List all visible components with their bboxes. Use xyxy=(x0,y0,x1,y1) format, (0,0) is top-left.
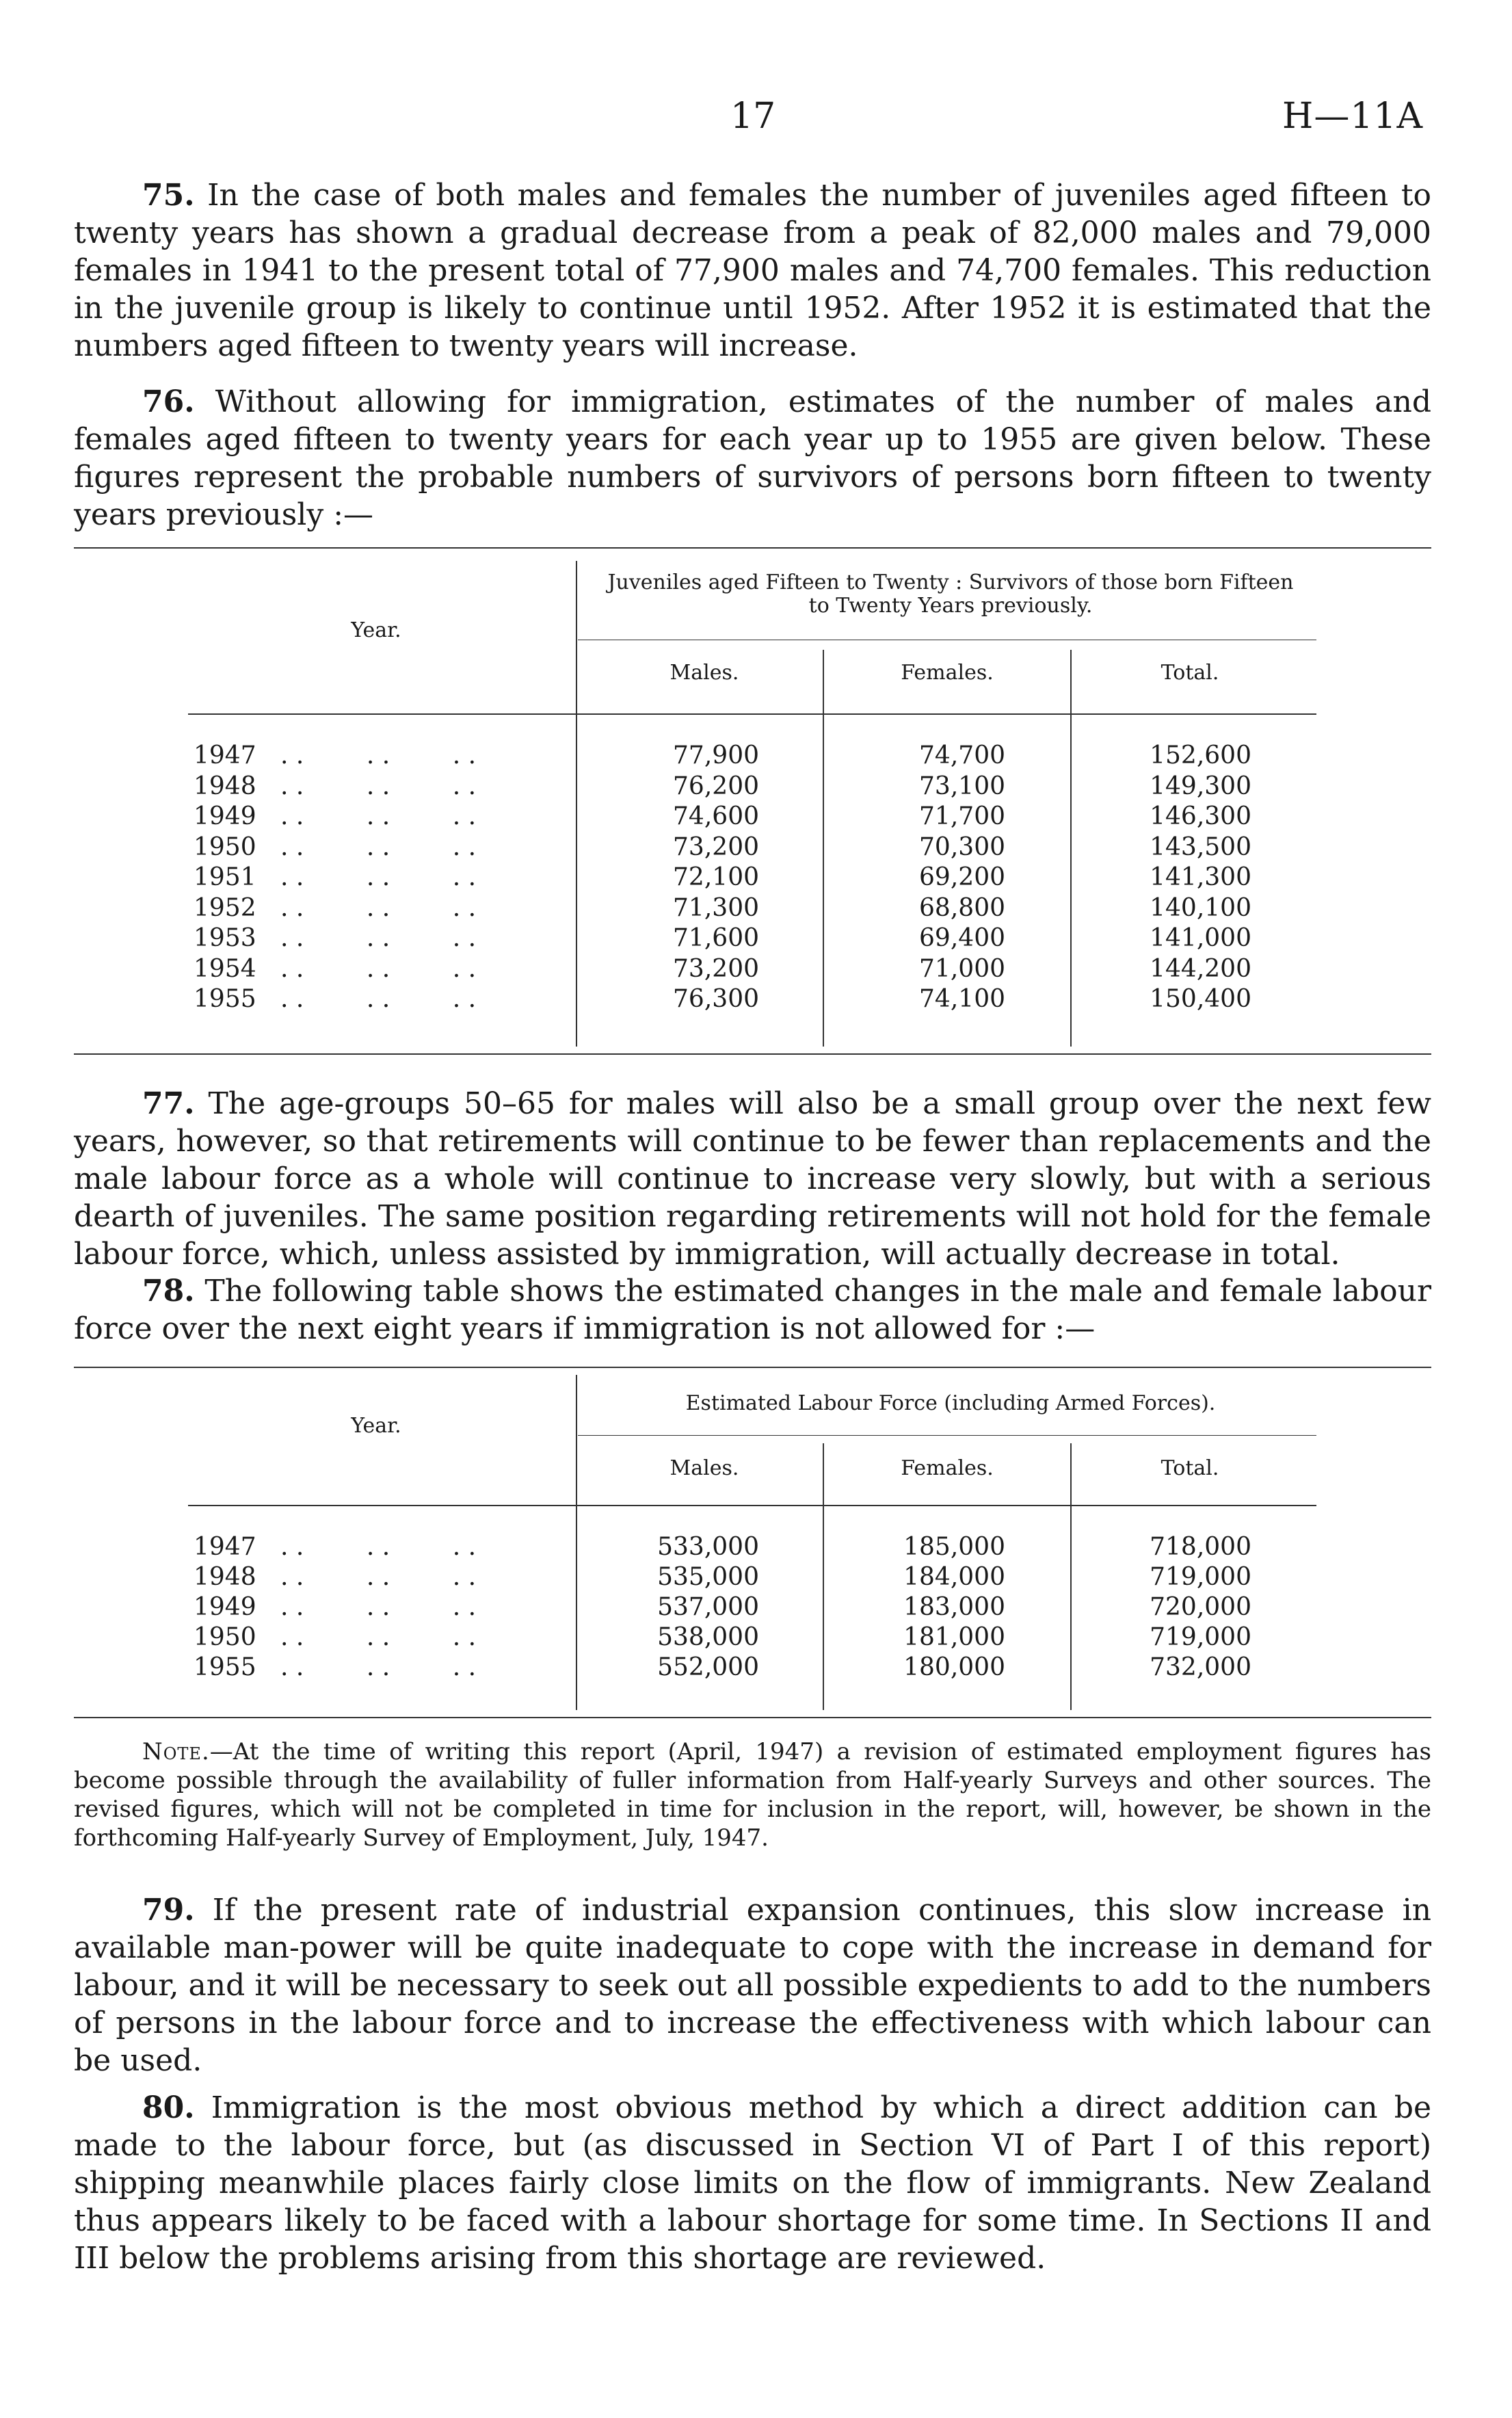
females-column-header: Females. xyxy=(901,1456,994,1480)
paragraph-text: In the case of both males and females the number of juveniles aged fifteen to twenty years has shown a gradual decrease from a peak of 82,000 males and 79,000 females in 1941 to the present total of 77,900 males and 74,700 females. This reduction in the juvenile group is likely to continue until 1952. After 1952 it is estimated that the numbers aged fifteen to twenty years will increase. xyxy=(74,178,1431,363)
year-cell: 1955 xyxy=(194,985,256,1013)
total-cell: 140,100 xyxy=(1150,893,1251,922)
year-cell: 1950 xyxy=(194,832,256,861)
table-rule xyxy=(578,1435,1316,1436)
year-cell: 1949 xyxy=(194,802,256,830)
year-cell: 1950 xyxy=(194,1623,256,1651)
females-cell: 73,100 xyxy=(919,772,1005,800)
table-rule xyxy=(74,1367,1431,1368)
males-cell: 74,600 xyxy=(673,802,759,830)
females-cell: 69,200 xyxy=(919,863,1005,891)
total-cell: 719,000 xyxy=(1150,1623,1251,1651)
year-cell: 1953 xyxy=(194,924,256,952)
total-column-header: Total. xyxy=(1160,661,1219,685)
table-column-rule xyxy=(576,561,577,1047)
males-cell: 76,300 xyxy=(673,985,759,1013)
total-cell: 141,300 xyxy=(1150,863,1251,891)
females-cell: 183,000 xyxy=(903,1593,1005,1621)
total-cell: 141,000 xyxy=(1150,924,1251,952)
males-column-header: Males. xyxy=(669,1456,739,1480)
total-cell: 149,300 xyxy=(1150,772,1251,800)
paragraph-number: 76. xyxy=(142,384,195,419)
total-cell: 150,400 xyxy=(1150,985,1251,1013)
table-rule xyxy=(188,1505,1316,1506)
total-cell: 143,500 xyxy=(1150,832,1251,861)
leader-dots: . . . . . . xyxy=(280,893,477,922)
paragraph-77 xyxy=(74,1085,1431,1273)
total-column-header: Total. xyxy=(1160,1456,1219,1480)
paragraph-text: If the present rate of industrial expansion continues, this slow increase in available man-power will be quite inadequate to cope with the increase in demand for labour, and it will be necessary to seek out all possible expedients to add to the numbers of persons in the labour force and to increase the effectiveness with which labour can be used. xyxy=(74,1893,1431,2078)
leader-dots: . . . . . . xyxy=(280,1563,477,1591)
females-cell: 74,700 xyxy=(919,741,1005,770)
paragraph-number: 75. xyxy=(142,178,195,213)
females-cell: 71,000 xyxy=(919,954,1005,983)
females-cell: 74,100 xyxy=(919,985,1005,1013)
paragraph-number: 79. xyxy=(142,1893,195,1928)
leader-dots: . . . . . . xyxy=(280,954,477,983)
leader-dots: . . . . . . xyxy=(280,1623,477,1651)
year-cell: 1954 xyxy=(194,954,256,983)
table-rule xyxy=(74,1717,1431,1718)
paragraph-80 xyxy=(74,2089,1431,2277)
paragraph-76 xyxy=(74,383,1431,534)
males-cell: 71,600 xyxy=(673,924,759,952)
page-number: 17 xyxy=(730,96,776,137)
paragraph-79 xyxy=(74,1891,1431,2079)
paragraph-number: 78. xyxy=(142,1274,195,1309)
total-cell: 152,600 xyxy=(1150,741,1251,770)
document-reference: H—11A xyxy=(1282,96,1424,137)
year-cell: 1948 xyxy=(194,772,256,800)
year-cell: 1952 xyxy=(194,893,256,922)
males-cell: 552,000 xyxy=(657,1653,759,1681)
females-cell: 70,300 xyxy=(919,832,1005,861)
group-column-header: Juveniles aged Fifteen to Twenty : Survivors of those born Fifteen to Twenty Years previously. xyxy=(607,570,1294,618)
leader-dots: . . . . . . xyxy=(280,802,477,830)
leader-dots: . . . . . . xyxy=(280,741,477,770)
table-column-rule xyxy=(823,1443,824,1710)
table-rule xyxy=(188,713,1316,715)
leader-dots: . . . . . . xyxy=(280,985,477,1013)
paragraph-78 xyxy=(74,1272,1431,1348)
paragraph-text: The following table shows the estimated changes in the male and female labour force over the next eight years if immigration is not allowed for :— xyxy=(74,1274,1431,1346)
year-cell: 1948 xyxy=(194,1563,256,1591)
paragraph-text: The age-groups 50–65 for males will also be a small group over the next few years, however, so that retirements will continue to be fewer than replacements and the male labour force as a whole will continue to increase very slowly, but with a serious dearth of juveniles. The same position regarding retirements will not hold for the female labour force, which, unless assisted by immigration, will actually decrease in total. xyxy=(74,1086,1431,1272)
group-column-header: Estimated Labour Force (including Armed Forces). xyxy=(685,1391,1216,1415)
table-column-rule xyxy=(823,650,824,1047)
year-cell: 1951 xyxy=(194,863,256,891)
males-cell: 72,100 xyxy=(673,863,759,891)
males-cell: 71,300 xyxy=(673,893,759,922)
females-cell: 180,000 xyxy=(903,1653,1005,1681)
males-cell: 537,000 xyxy=(657,1593,759,1621)
leader-dots: . . . . . . xyxy=(280,772,477,800)
leader-dots: . . . . . . xyxy=(280,1653,477,1681)
paragraph-number: 80. xyxy=(142,2090,195,2125)
females-column-header: Females. xyxy=(901,661,994,685)
females-cell: 68,800 xyxy=(919,893,1005,922)
table-column-rule xyxy=(1070,650,1072,1047)
paragraph-75 xyxy=(74,176,1431,365)
males-cell: 77,900 xyxy=(673,741,759,770)
females-cell: 69,400 xyxy=(919,924,1005,952)
year-cell: 1955 xyxy=(194,1653,256,1681)
year-cell: 1947 xyxy=(194,1533,256,1561)
leader-dots: . . . . . . xyxy=(280,832,477,861)
females-cell: 184,000 xyxy=(903,1563,1005,1591)
paragraph-text: Without allowing for immigration, estimates of the number of males and females aged fifteen to twenty years for each year up to 1955 are given below. These figures represent the probable numbers of survivors of persons born fifteen to twenty years previously :— xyxy=(74,384,1431,532)
footnote xyxy=(74,1737,1431,1852)
paragraph-number: 77. xyxy=(142,1086,195,1121)
year-cell: 1949 xyxy=(194,1593,256,1621)
total-cell: 718,000 xyxy=(1150,1533,1251,1561)
total-cell: 719,000 xyxy=(1150,1563,1251,1591)
leader-dots: . . . . . . xyxy=(280,863,477,891)
table-rule xyxy=(74,547,1431,549)
males-cell: 538,000 xyxy=(657,1623,759,1651)
table-column-rule xyxy=(576,1375,577,1710)
leader-dots: . . . . . . xyxy=(280,1593,477,1621)
males-cell: 76,200 xyxy=(673,772,759,800)
year-cell: 1947 xyxy=(194,741,256,770)
leader-dots: . . . . . . xyxy=(280,1533,477,1561)
males-cell: 533,000 xyxy=(657,1533,759,1561)
total-cell: 144,200 xyxy=(1150,954,1251,983)
males-column-header: Males. xyxy=(669,661,739,685)
year-column-header: Year. xyxy=(351,1414,401,1438)
males-cell: 73,200 xyxy=(673,832,759,861)
year-column-header: Year. xyxy=(351,618,401,642)
females-cell: 181,000 xyxy=(903,1623,1005,1651)
total-cell: 146,300 xyxy=(1150,802,1251,830)
note-label: Note. xyxy=(142,1738,210,1765)
females-cell: 185,000 xyxy=(903,1533,1005,1561)
total-cell: 720,000 xyxy=(1150,1593,1251,1621)
table-rule xyxy=(74,1053,1431,1055)
table-column-rule xyxy=(1070,1443,1072,1710)
males-cell: 73,200 xyxy=(673,954,759,983)
leader-dots: . . . . . . xyxy=(280,924,477,952)
males-cell: 535,000 xyxy=(657,1563,759,1591)
females-cell: 71,700 xyxy=(919,802,1005,830)
note-text: —At the time of writing this report (April, 1947) a revision of estimated employment figures has become possible through the availability of fuller information from Half-yearly Surveys and other sources. The revised figures, which will not be completed in time for inclusion in the report, will, however, be shown in the forthcoming Half-yearly Survey of Employment, July, 1947. xyxy=(74,1738,1431,1852)
total-cell: 732,000 xyxy=(1150,1653,1251,1681)
paragraph-text: Immigration is the most obvious method by which a direct addition can be made to the labour force, but (as discussed in Section VI of Part I of this report) shipping meanwhile places fairly close limits on the flow of immigrants. New Zealand thus appears likely to be faced with a labour shortage for some time. In Sections II and III below the problems arising from this shortage are reviewed. xyxy=(74,2090,1431,2276)
